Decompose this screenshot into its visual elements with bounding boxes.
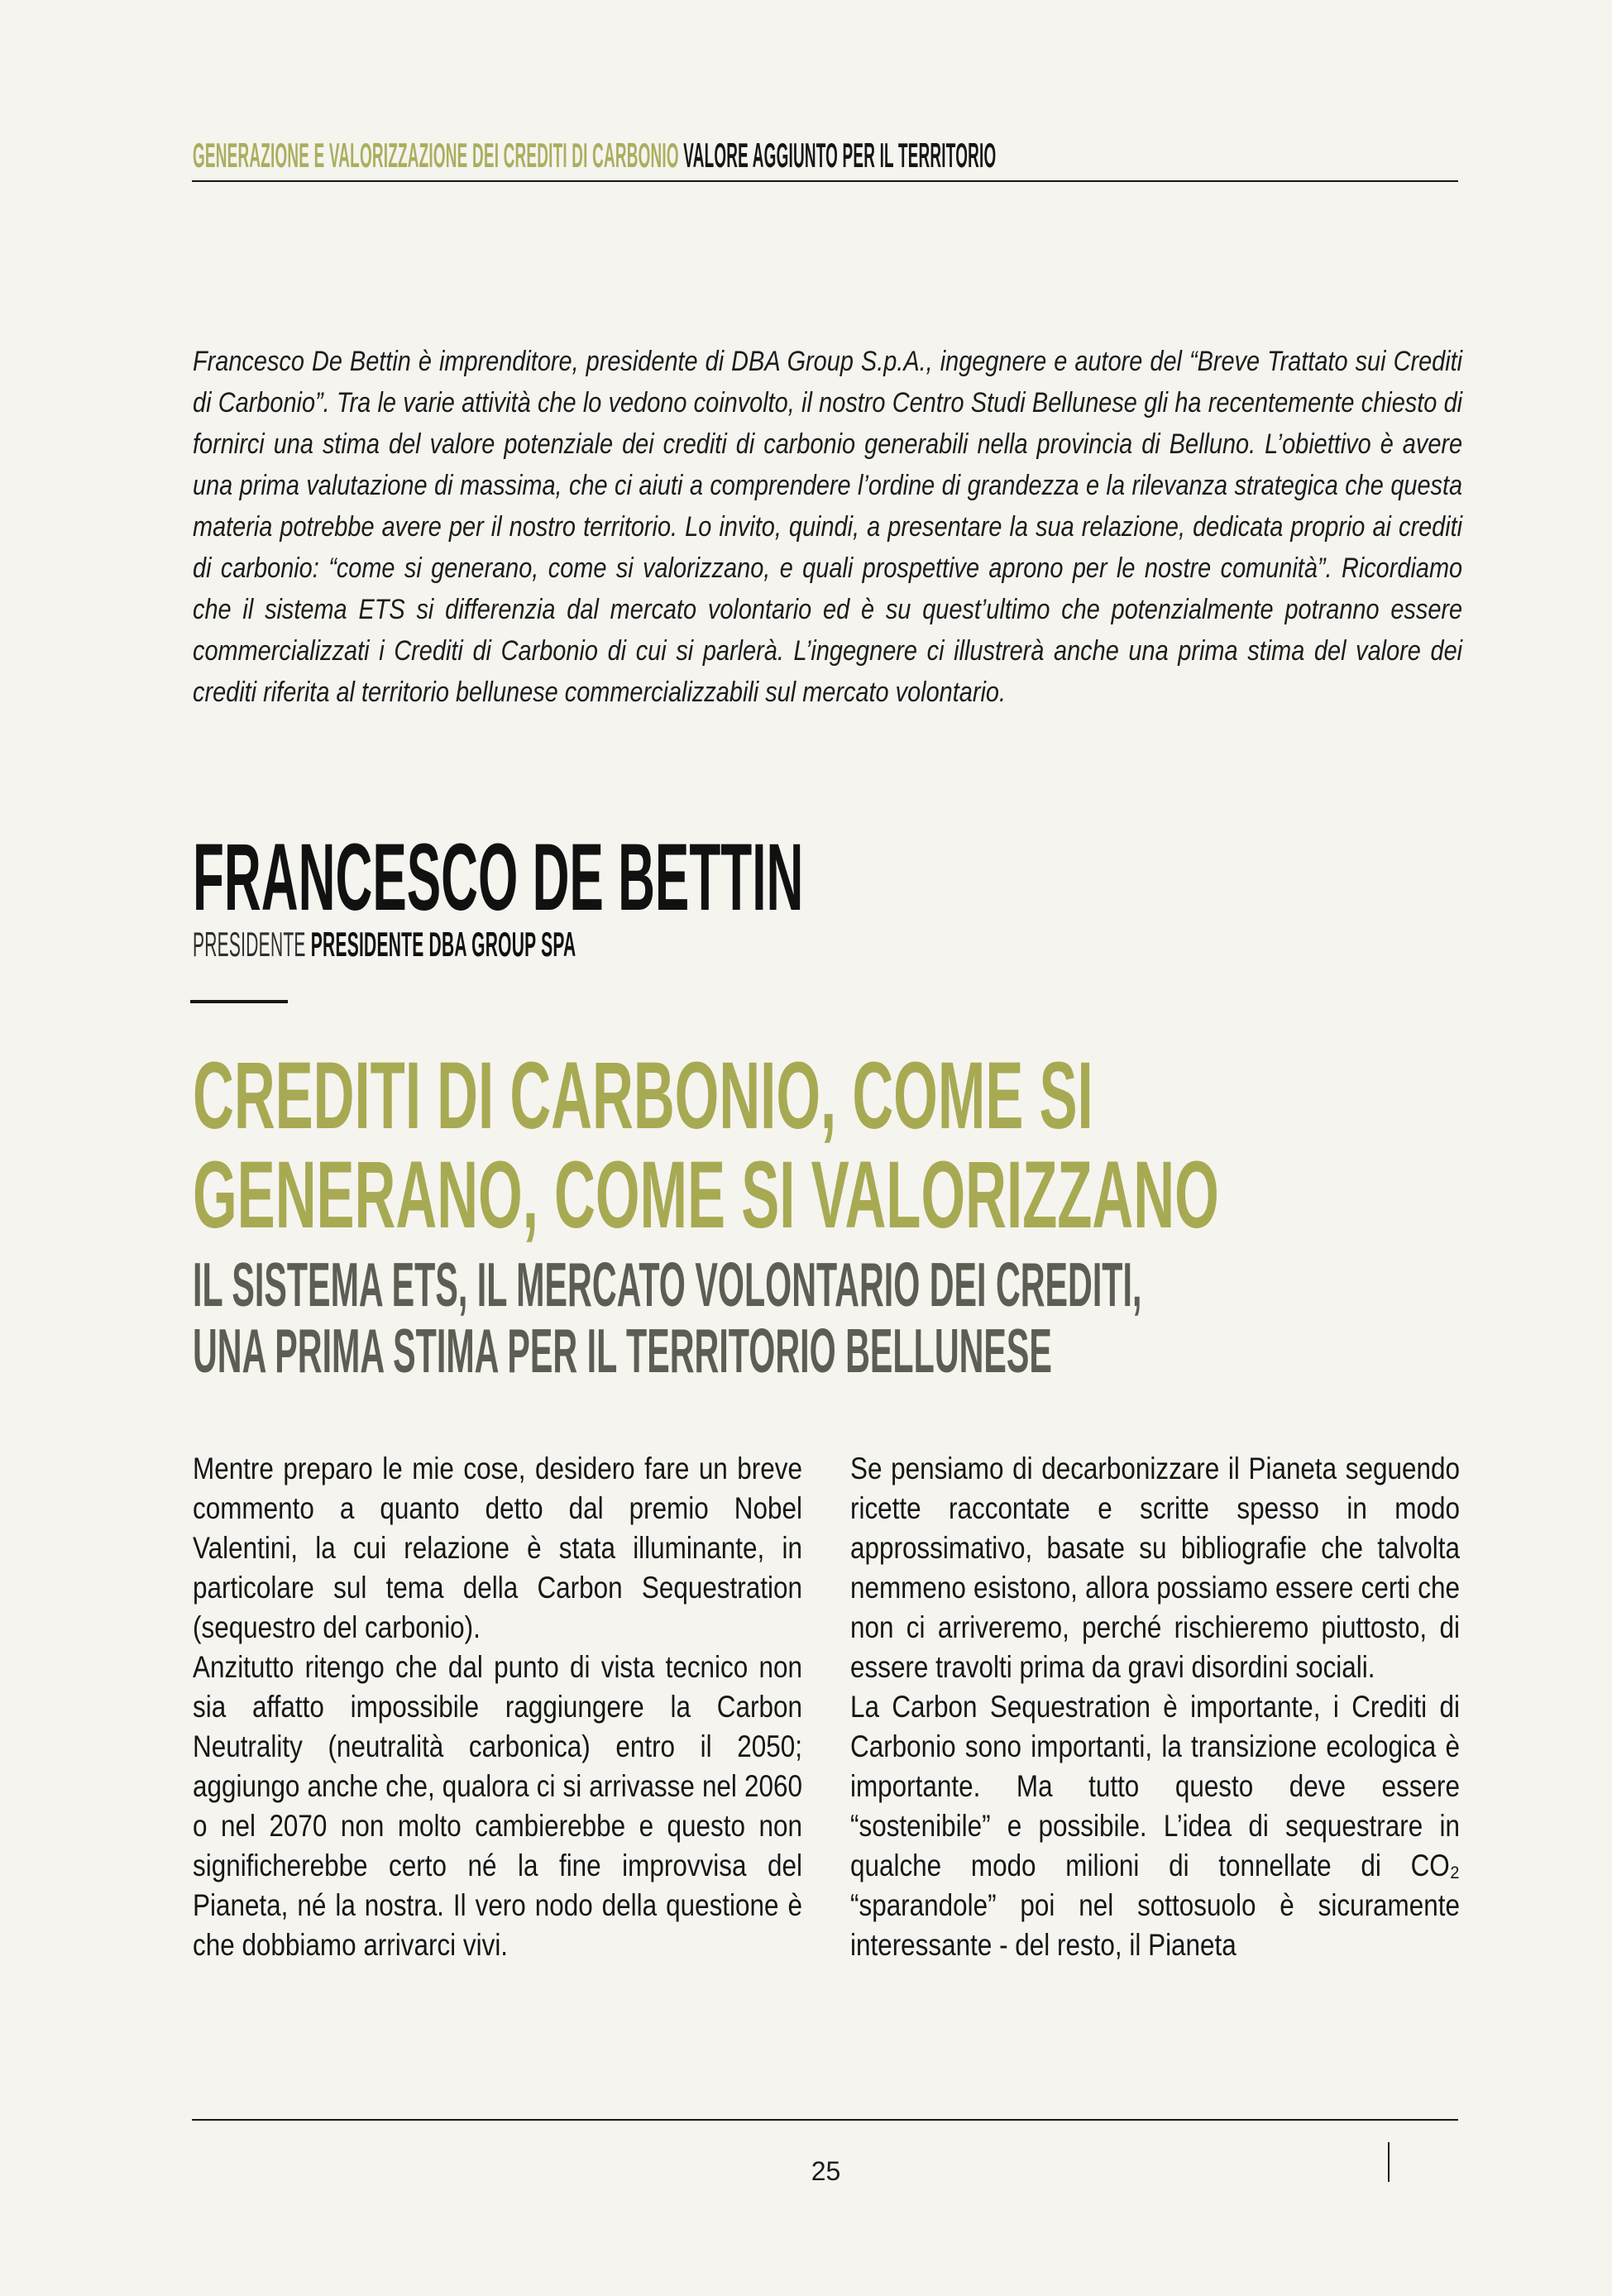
author-role [193,927,576,962]
column-right-text [850,1449,1460,1965]
byline-divider [190,1000,288,1003]
kicker-rest: VALORE AGGIUNTO PER IL TERRITORIO [683,136,997,175]
body-paragraph: Mentre preparo le mie cose, desidero fare un breve commento a quanto detto dal premio Nobel Valentini, la cui relazione è stata illuminante, in particolare sul tema della Carbon Sequestration (sequestro del carbonio). [193,1452,802,1644]
article-subtitle-line: IL SISTEMA ETS, IL MERCATO VOLONTARIO DEI CREDITI, [193,1250,1142,1319]
article-subtitle [193,1251,1141,1384]
body-paragraph: Se pensiamo di decarbonizzare il Pianeta seguendo ricette raccontate e scritte spesso in modo approssimativo, basate su bibliografie che talvolta nemmeno esistono, allora possiamo essere certi che non ci arriveremo, perché rischieremo piuttosto, di essere travolti prima da gravi disordini sociali. [850,1452,1460,1684]
intro-paragraph: Francesco De Bettin è imprenditore, presidente di DBA Group S.p.A., ingegnere e autore del “Breve Trattato sui Crediti di Carbonio”. Tra le varie attività che lo vedono coinvolto, il nostro Centro Studi Bellunese gli ha recentemente chiesto di fornirci una stima del valore potenziale dei crediti di carbonio generabili nella provincia di Belluno. L’obiettivo è avere una prima valutazione di massima, che ci aiuti a comprendere l’ordine di grandezza e la rilevanza strategica che questa materia potrebbe avere per il nostro territorio. Lo invito, quindi, a presentare la sua relazione, dedicata proprio ai crediti di carbonio: “come si generano, come si valorizzano, e quali prospettive aprono per le nostre comunità”. Ricordiamo che il sistema ETS si differenzia dal mercato volontario ed è su quest’ultimo che potenzialmente potranno essere commercializzati i Crediti di Carbonio di cui si parlerà. L’ingegnere ci illustrerà anche una prima stima del valore dei crediti riferita al territorio bellunese commercializzabili sul mercato volontario. [193,346,1463,708]
article-title-line: CREDITI DI CARBONIO, COME SI [193,1043,1093,1149]
article-title [193,1043,1219,1248]
column-right [850,1449,1460,1965]
header-rule [192,180,1458,182]
author-role-prefix: PRESIDENTE [193,925,306,964]
body-paragraph: Anzitutto ritengo che dal punto di vista tecnico non sia affatto impossibile raggiungere la Carbon Neutrality (neutralità carbonica) entro il 2050; aggiungo anche che, qualora ci si arrivasse nel 2060 o nel 2070 non molto cambierebbe e questo non significherebbe certo né la fine improvvisa del Pianeta, né la nostra. Il vero nodo della questione è che dobbiamo arrivarci vivi. [193,1650,802,1962]
body-paragraph: La Carbon Sequestration è importante, i Crediti di Carbonio sono importanti, la transizione ecologica è importante. Ma tutto questo deve essere “sostenibile” e possibile. L’idea di sequestrare in qualche modo milioni di tonnellate di CO₂ “sparandole” poi nel sottosuolo è sicuramente interessante - del resto, il Pianeta [850,1690,1460,1962]
column-left [193,1449,802,1965]
body-columns [193,1449,1460,1965]
footer-rule [192,2119,1458,2121]
page-number: 25 [811,2156,841,2186]
author-role-title: PRESIDENTE DBA GROUP SPA [310,925,576,964]
article-subtitle-line: UNA PRIMA STIMA PER IL TERRITORIO BELLUNESE [193,1316,1052,1385]
spine-mark [1388,2142,1390,2182]
author-name: FRANCESCO DE BETTIN [193,825,804,930]
header-kicker [193,138,996,173]
column-left-text [193,1449,802,1965]
article-title-line: GENERANO, COME SI VALORIZZANO [193,1142,1219,1248]
kicker-highlight: GENERAZIONE E VALORIZZAZIONE DEI CREDITI DI CARBONIO [193,136,679,175]
intro-block [193,341,1462,713]
